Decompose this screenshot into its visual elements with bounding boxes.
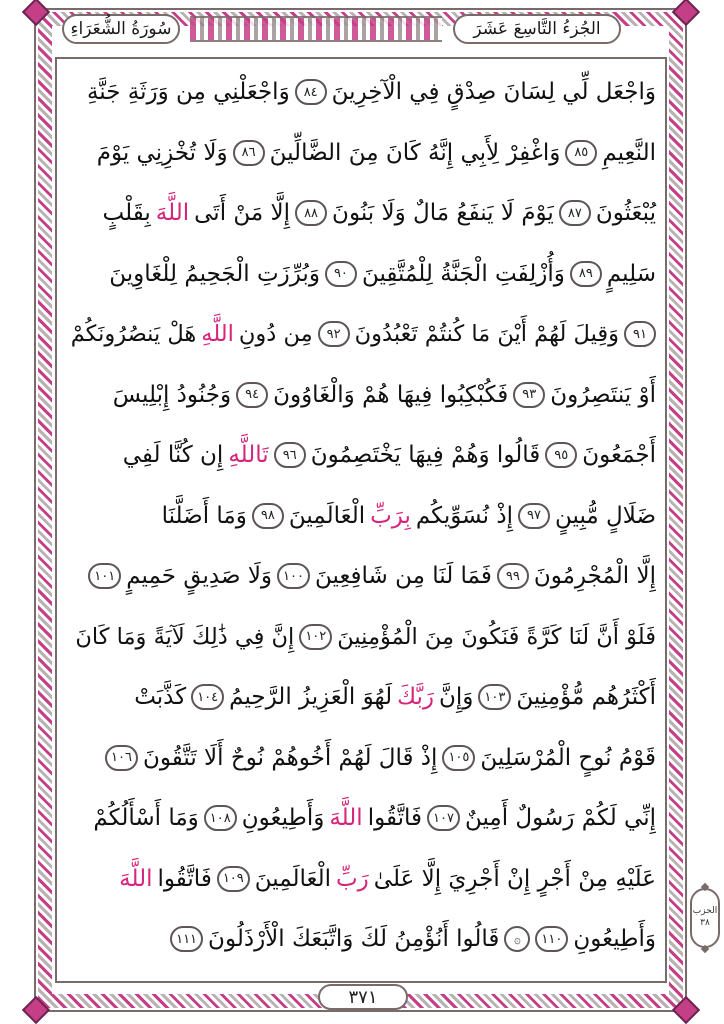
verse-text: إِلَّا مَنْ أَتَى (194, 200, 291, 226)
verse-text: فَاتَّقُوا (157, 865, 212, 892)
text-line (66, 185, 656, 241)
verse-text: كَذَّبَتْ (134, 684, 187, 710)
verse-text: إِن كُنَّا لَفِي (122, 442, 224, 468)
rub-el-hizb-icon: ۞ (504, 926, 530, 952)
verse-text: وَاجْعَلْنِي مِن وَرَثَةِ جَنَّةِ (86, 79, 290, 105)
juz-header: الجُزءُ التَّاسِعَ عَشَرَ (453, 14, 621, 44)
hizb-marker (690, 888, 720, 948)
ayah-number-marker: ٩٣ (513, 382, 545, 408)
ayah-number-marker: ٩٩ (497, 563, 529, 589)
divine-name: اللَّهِ (201, 321, 234, 347)
verse-text: قَوْمُ نُوحٍ الْمُرْسَلِينَ (480, 744, 656, 771)
divine-name: بِرَبِّ (370, 502, 411, 529)
text-line (66, 246, 656, 302)
ayah-number-marker: ١١٠ (535, 926, 568, 952)
verse-text: وَقِيلَ لَهُمْ أَيْنَ مَا كُنتُمْ تَعْبُدُونَ (354, 321, 619, 347)
ayah-number-marker: ٨٥ (565, 140, 597, 166)
quran-text-body (66, 64, 656, 974)
ayah-number-marker: ٩١ (624, 321, 656, 347)
text-line (66, 306, 656, 362)
ayah-number-marker: ١٠٨ (204, 805, 237, 831)
text-line (66, 367, 656, 423)
verse-text: وَأَطِيعُونِ (573, 926, 656, 952)
page-number: ٣٧١ (318, 984, 408, 1010)
verse-text: وَلَا تُخْزِنِي يَوْمَ (96, 139, 228, 166)
ayah-number-marker: ٩٨ (252, 503, 284, 529)
verse-text: النَّعِيمِ (602, 139, 656, 166)
verse-text: إِنِّي لَكُمْ رَسُولٌ أَمِينٌ (464, 805, 656, 831)
text-line (66, 669, 656, 725)
text-line (66, 548, 656, 604)
ayah-number-marker: ١٠٠ (277, 563, 310, 589)
verse-text: وَمَا أَسْأَلُكُمْ (93, 805, 199, 831)
verse-text: إِنَّ فِي ذَٰلِكَ لَآيَةً وَمَا كَانَ (75, 623, 295, 650)
verse-text: وَجُنُودُ إِبْلِيسَ (112, 381, 232, 408)
verse-text: وَأَطِيعُونِ (241, 805, 325, 831)
hizb-number: ٣٨ (700, 918, 710, 928)
verse-text: وَاغْفِرْ لِأَبِي إِنَّهُ كَانَ مِنَ الضَّالِّينَ (269, 139, 561, 166)
verse-text: هَلْ يَنصُرُونَكُمْ (70, 321, 197, 347)
verse-text: ضَلَالٍ مُّبِينٍ (555, 502, 656, 529)
ayah-number-marker: ١٠١ (88, 563, 121, 589)
ayah-number-marker: ١٠٧ (427, 805, 460, 831)
verse-text: أَوْ يَنتَصِرُونَ (550, 381, 656, 408)
ayah-number-marker: ٨٨ (295, 200, 327, 226)
verse-text: قَالُوا وَهُمْ فِيهَا يَخْتَصِمُونَ (310, 442, 541, 468)
divine-name: اللَّهَ (329, 805, 363, 831)
ayah-number-marker: ٨٩ (570, 261, 602, 287)
ayah-number-marker: ٩٤ (236, 382, 268, 408)
divine-name: تَاللَّهِ (228, 442, 269, 468)
verse-text: فَمَا لَنَا مِن شَافِعِينَ (315, 563, 492, 589)
verse-text: أَكْثَرُهُم مُّؤْمِنِينَ (516, 684, 656, 710)
verse-text: بِقَلْبٍ (102, 200, 151, 226)
ayah-number-marker: ٨٤ (295, 79, 327, 105)
ayah-number-marker: ٩٦ (274, 442, 306, 468)
verse-text: سَلِيمٍ (606, 260, 656, 287)
verse-text: أَجْمَعُونَ (582, 442, 656, 468)
ayah-number-marker: ١٠٤ (191, 684, 224, 710)
verse-text: الْعَالَمِينَ (254, 865, 332, 892)
verse-text: إِذْ قَالَ لَهُمْ أَخُوهُمْ نُوحٌ أَلَا تَتَّقُونَ (143, 744, 438, 771)
verse-text: وَلَا صَدِيقٍ حَمِيمٍ (126, 563, 273, 589)
hizb-label: الحزب (692, 906, 718, 917)
ayah-number-marker: ١٠٩ (217, 866, 250, 892)
ayah-number-marker: ٩٢ (318, 321, 350, 347)
verse-text: وَبُرِّزَتِ الْجَحِيمُ لِلْغَاوِينَ (109, 260, 320, 287)
text-line (66, 911, 656, 967)
ayah-number-marker: ٩٧ (518, 503, 550, 529)
verse-text: فَلَوْ أَنَّ لَنَا كَرَّةً فَنَكُونَ مِنَ الْمُؤْمِنِينَ (337, 623, 656, 650)
ayah-number-marker: ٨٦ (233, 140, 265, 166)
ayah-number-marker: ٩٠ (325, 261, 357, 287)
ayah-number-marker: ١٠٢ (299, 624, 332, 650)
verse-text: يَوْمَ لَا يَنفَعُ مَالٌ وَلَا بَنُونَ (332, 200, 554, 226)
divine-name: رَبَّكَ (397, 684, 435, 710)
ayah-number-marker: ١١١ (170, 926, 203, 952)
verse-text: وَإِنَّ (439, 684, 474, 710)
text-line (66, 125, 656, 181)
verse-text: يُبْعَثُونَ (595, 200, 656, 226)
ayah-number-marker: ٩٥ (545, 442, 577, 468)
surah-name-header: سُورَةُ الشُّعَرَاءِ (62, 14, 180, 44)
divine-name: اللَّهَ (155, 200, 190, 226)
text-line (66, 851, 656, 907)
text-line (66, 730, 656, 786)
verse-text: وَمَا أَضَلَّنَا (161, 502, 247, 529)
verse-text: عَلَيْهِ مِنْ أَجْرٍ إِنْ أَجْرِيَ إِلَّا عَلَىٰ (373, 865, 656, 892)
verse-text: الْعَالَمِينَ (288, 502, 366, 529)
text-line (66, 790, 656, 846)
divine-name: رَبِّ (336, 865, 369, 892)
verse-text: وَاجْعَل لِّي لِسَانَ صِدْقٍ فِي الْآخِرِينَ (331, 79, 656, 105)
text-line (66, 427, 656, 483)
verse-text: إِلَّا الْمُجْرِمُونَ (533, 563, 656, 589)
verse-text: قَالُوا أَنُؤْمِنُ لَكَ وَاتَّبَعَكَ الْأَرْذَلُونَ (208, 926, 500, 952)
ayah-number-marker: ٨٧ (559, 200, 591, 226)
verse-text: فَكُبْكِبُوا فِيهَا هُمْ وَالْغَاوُونَ (273, 381, 509, 408)
verse-text: مِن دُونِ (238, 321, 313, 347)
header-ornament (190, 16, 442, 42)
verse-text: وَأُزْلِفَتِ الْجَنَّةُ لِلْمُتَّقِينَ (361, 260, 565, 287)
verse-text: لَهُوَ الْعَزِيزُ الرَّحِيمُ (229, 684, 393, 710)
text-line (66, 488, 656, 544)
ayah-number-marker: ١٠٦ (105, 745, 138, 771)
text-line (66, 609, 656, 665)
ayah-number-marker: ١٠٣ (478, 684, 511, 710)
ayah-number-marker: ١٠٥ (442, 745, 475, 771)
verse-text: فَاتَّقُوا (367, 805, 422, 831)
text-line (66, 64, 656, 120)
divine-name: اللَّهَ (119, 865, 153, 892)
verse-text: إِذْ نُسَوِّيكُم (415, 502, 514, 529)
